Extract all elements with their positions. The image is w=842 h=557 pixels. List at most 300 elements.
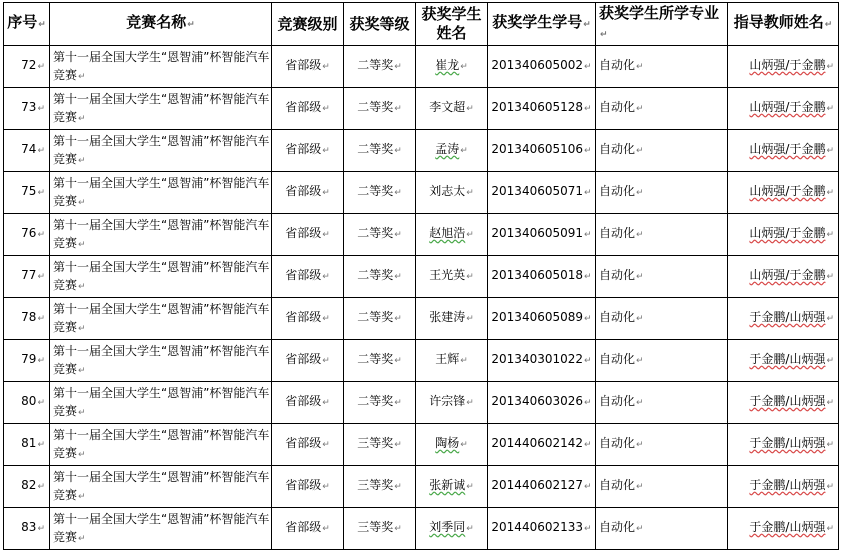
cell-student-id [488,130,596,172]
cell-grade [344,256,416,298]
cell-student-text: 崔龙 [435,58,460,72]
cell-major [596,214,728,256]
paragraph-mark: ↵ [466,230,474,240]
awards-table [3,2,839,550]
cell-major [596,88,728,130]
cell-level [272,340,344,382]
cell-student [416,466,488,508]
paragraph-mark: ↵ [460,440,468,450]
table-row [4,46,839,88]
paragraph-mark: ↵ [394,356,402,366]
paragraph-mark: ↵ [37,398,45,408]
cell-competition [50,424,272,466]
cell-competition [50,298,272,340]
table-row [4,382,839,424]
cell-seq-text: 75 [21,184,37,198]
paragraph-mark: ↵ [37,272,45,282]
cell-major-text: 自动化 [599,142,636,156]
cell-advisor [728,298,839,340]
cell-advisor-text: 山炳强/于金鹏 [749,100,826,114]
paragraph-mark: ↵ [322,62,330,72]
cell-level [272,424,344,466]
cell-advisor [728,256,839,298]
paragraph-mark: ↵ [78,155,86,166]
paragraph-mark: ↵ [322,440,330,450]
cell-competition-text: 第十一届全国大学生“恩智浦”杯智能汽车竞赛 [53,511,270,544]
cell-level-text: 省部级 [285,142,322,156]
cell-grade [344,214,416,256]
cell-level-text: 省部级 [285,58,322,72]
cell-major [596,508,728,550]
cell-student [416,508,488,550]
cell-competition-text: 第十一届全国大学生“恩智浦”杯智能汽车竞赛 [53,49,270,82]
paragraph-mark: ↵ [78,281,86,292]
cell-student-text: 赵旭浩 [429,226,466,240]
paragraph-mark: ↵ [460,356,468,366]
cell-competition-text: 第十一届全国大学生“恩智浦”杯智能汽车竞赛 [53,301,270,334]
paragraph-mark: ↵ [466,482,474,492]
cell-student-text: 陶杨 [435,436,460,450]
cell-advisor [728,88,839,130]
cell-level [272,46,344,88]
cell-student-id-text: 201340301022 [491,352,584,366]
cell-major [596,46,728,88]
paragraph-mark: ↵ [37,524,45,534]
cell-student-id [488,214,596,256]
paragraph-mark: ↵ [826,398,834,408]
paragraph-mark: ↵ [322,146,330,156]
paragraph-mark: ↵ [322,314,330,324]
paragraph-mark: ↵ [78,323,86,334]
paragraph-mark: ↵ [37,188,45,198]
paragraph-mark: ↵ [826,104,834,114]
cell-grade [344,340,416,382]
cell-student [416,424,488,466]
cell-student-id [488,88,596,130]
cell-grade-text: 二等奖 [357,226,394,240]
cell-seq [4,172,50,214]
cell-major [596,298,728,340]
cell-advisor-text: 于金鹏/山炳强 [749,310,826,324]
paragraph-mark: ↵ [78,449,86,460]
paragraph-mark: ↵ [636,482,644,492]
cell-grade-text: 二等奖 [357,268,394,282]
cell-competition [50,88,272,130]
paragraph-mark: ↵ [322,188,330,198]
cell-grade-text: 二等奖 [357,352,394,366]
cell-seq [4,130,50,172]
paragraph-mark: ↵ [826,314,834,324]
cell-competition [50,256,272,298]
cell-major-text: 自动化 [599,436,636,450]
cell-student-id-text: 201340605002 [491,58,584,72]
paragraph-mark: ↵ [37,146,45,156]
paragraph-mark: ↵ [394,62,402,72]
cell-student-id [488,508,596,550]
paragraph-mark: ↵ [394,440,402,450]
cell-advisor-text: 山炳强/于金鹏 [749,268,826,282]
cell-grade-text: 二等奖 [357,58,394,72]
cell-seq [4,298,50,340]
cell-grade [344,508,416,550]
cell-competition [50,466,272,508]
paragraph-mark: ↵ [78,239,86,250]
paragraph-mark: ↵ [636,398,644,408]
header-grade: 获奖等级 [344,3,416,46]
paragraph-mark: ↵ [78,407,86,418]
cell-competition-text: 第十一届全国大学生“恩智浦”杯智能汽车竞赛 [53,343,270,376]
cell-student-id [488,172,596,214]
cell-major-text: 自动化 [599,520,636,534]
cell-level [272,298,344,340]
header-student: 获奖学生姓名 [416,3,488,46]
paragraph-mark: ↵ [636,524,644,534]
paragraph-mark: ↵ [584,104,592,114]
cell-student-id [488,256,596,298]
paragraph-mark: ↵ [826,146,834,156]
cell-level-text: 省部级 [285,352,322,366]
cell-advisor [728,382,839,424]
cell-student-id-text: 201340605071 [491,184,584,198]
paragraph-mark: ↵ [322,104,330,114]
cell-seq-text: 73 [21,100,37,114]
table-row [4,508,839,550]
cell-advisor-text: 于金鹏/山炳强 [749,394,826,408]
cell-grade-text: 三等奖 [357,520,394,534]
cell-level-text: 省部级 [285,394,322,408]
paragraph-mark: ↵ [636,356,644,366]
cell-student-id [488,46,596,88]
cell-competition-text: 第十一届全国大学生“恩智浦”杯智能汽车竞赛 [53,469,270,502]
cell-grade-text: 二等奖 [357,394,394,408]
paragraph-mark: ↵ [584,146,592,156]
cell-advisor-text: 于金鹏/山炳强 [749,352,826,366]
cell-grade-text: 三等奖 [357,436,394,450]
cell-competition [50,508,272,550]
cell-grade [344,424,416,466]
header-advisor: 指导教师姓名↵ [728,3,839,46]
paragraph-mark: ↵ [394,104,402,114]
cell-grade [344,382,416,424]
cell-seq-text: 83 [21,520,37,534]
cell-seq-text: 77 [21,268,37,282]
cell-seq-text: 80 [21,394,37,408]
cell-student-id-text: 201340605106 [491,142,584,156]
paragraph-mark: ↵ [584,314,592,324]
cell-student-id [488,298,596,340]
cell-advisor-text: 于金鹏/山炳强 [749,436,826,450]
paragraph-mark: ↵ [636,230,644,240]
paragraph-mark: ↵ [394,524,402,534]
cell-major-text: 自动化 [599,58,636,72]
paragraph-mark: ↵ [636,146,644,156]
cell-seq [4,88,50,130]
cell-competition-text: 第十一届全国大学生“恩智浦”杯智能汽车竞赛 [53,217,270,250]
paragraph-mark: ↵ [322,272,330,282]
paragraph-mark: ↵ [584,356,592,366]
cell-student [416,214,488,256]
cell-major-text: 自动化 [599,394,636,408]
cell-major-text: 自动化 [599,352,636,366]
cell-student [416,298,488,340]
cell-student-text: 刘季同 [429,520,466,534]
cell-competition [50,340,272,382]
paragraph-mark: ↵ [78,533,86,544]
paragraph-mark: ↵ [584,524,592,534]
cell-level-text: 省部级 [285,226,322,240]
cell-level-text: 省部级 [285,520,322,534]
paragraph-mark: ↵ [636,314,644,324]
paragraph-mark: ↵ [826,188,834,198]
cell-major [596,382,728,424]
paragraph-mark: ↵ [394,398,402,408]
cell-seq [4,382,50,424]
paragraph-mark: ↵ [322,356,330,366]
cell-advisor [728,46,839,88]
cell-student-text: 张新诚 [429,478,466,492]
cell-seq-text: 78 [21,310,37,324]
header-level: 竞赛级别 [272,3,344,46]
paragraph-mark: ↵ [394,482,402,492]
cell-competition-text: 第十一届全国大学生“恩智浦”杯智能汽车竞赛 [53,133,270,166]
cell-major [596,424,728,466]
cell-seq-text: 82 [21,478,37,492]
paragraph-mark: ↵ [37,314,45,324]
paragraph-mark: ↵ [826,230,834,240]
paragraph-mark: ↵ [322,398,330,408]
cell-competition-text: 第十一届全国大学生“恩智浦”杯智能汽车竞赛 [53,427,270,460]
cell-advisor-text: 山炳强/于金鹏 [749,142,826,156]
paragraph-mark: ↵ [322,482,330,492]
cell-major-text: 自动化 [599,226,636,240]
cell-grade-text: 二等奖 [357,184,394,198]
paragraph-mark: ↵ [636,272,644,282]
cell-grade-text: 二等奖 [357,310,394,324]
cell-competition [50,172,272,214]
cell-student-text: 许宗锋 [429,394,466,408]
cell-major [596,256,728,298]
table-row [4,88,839,130]
cell-major [596,466,728,508]
paragraph-mark: ↵ [826,272,834,282]
paragraph-mark: ↵ [466,398,474,408]
cell-student-id-text: 201340605018 [491,268,584,282]
paragraph-mark: ↵ [37,482,45,492]
cell-student-id-text: 201340605091 [491,226,584,240]
cell-grade-text: 二等奖 [357,142,394,156]
cell-student-id-text: 201440602133 [491,520,584,534]
cell-student-id-text: 201340605089 [491,310,584,324]
cell-major-text: 自动化 [599,184,636,198]
cell-level-text: 省部级 [285,184,322,198]
cell-level [272,382,344,424]
paragraph-mark: ↵ [584,230,592,240]
paragraph-mark: ↵ [37,356,45,366]
cell-seq [4,508,50,550]
cell-seq-text: 81 [21,436,37,450]
table-row [4,172,839,214]
paragraph-mark: ↵ [394,188,402,198]
cell-competition [50,382,272,424]
cell-seq-text: 72 [21,58,37,72]
paragraph-mark: ↵ [37,104,45,114]
cell-level [272,214,344,256]
cell-seq-text: 74 [21,142,37,156]
header-major: 获奖学生所学专业↵ [596,3,728,46]
paragraph-mark: ↵ [826,356,834,366]
paragraph-mark: ↵ [78,71,86,82]
paragraph-mark: ↵ [826,482,834,492]
cell-major [596,340,728,382]
cell-level [272,466,344,508]
cell-student-id-text: 201340603026 [491,394,584,408]
table-row [4,298,839,340]
cell-seq [4,340,50,382]
paragraph-mark: ↵ [322,524,330,534]
cell-student-id-text: 201440602127 [491,478,584,492]
cell-student [416,46,488,88]
cell-grade [344,298,416,340]
paragraph-mark: ↵ [322,230,330,240]
cell-student-id-text: 201440602142 [491,436,584,450]
cell-student [416,382,488,424]
cell-grade-text: 二等奖 [357,100,394,114]
cell-student [416,130,488,172]
cell-student [416,256,488,298]
header-row [4,3,839,46]
cell-advisor [728,424,839,466]
paragraph-mark: ↵ [826,524,834,534]
paragraph-mark: ↵ [78,491,86,502]
cell-student [416,340,488,382]
cell-student-id [488,340,596,382]
cell-seq [4,424,50,466]
table-row [4,214,839,256]
paragraph-mark: ↵ [584,482,592,492]
cell-level [272,88,344,130]
table-row [4,256,839,298]
paragraph-mark: ↵ [37,230,45,240]
cell-competition-text: 第十一届全国大学生“恩智浦”杯智能汽车竞赛 [53,175,270,208]
paragraph-mark: ↵ [466,104,474,114]
cell-student [416,172,488,214]
paragraph-mark: ↵ [37,62,45,72]
cell-student-text: 张建涛 [429,310,466,324]
cell-level [272,256,344,298]
cell-advisor-text: 山炳强/于金鹏 [749,58,826,72]
cell-student-text: 刘志太 [429,184,466,198]
cell-grade [344,130,416,172]
paragraph-mark: ↵ [584,62,592,72]
header-seq: 序号↵ [4,3,50,46]
paragraph-mark: ↵ [78,197,86,208]
cell-level-text: 省部级 [285,100,322,114]
cell-student-id-text: 201340605128 [491,100,584,114]
paragraph-mark: ↵ [584,272,592,282]
table-row [4,424,839,466]
paragraph-mark: ↵ [394,314,402,324]
cell-level-text: 省部级 [285,478,322,492]
cell-major-text: 自动化 [599,310,636,324]
paragraph-mark: ↵ [37,440,45,450]
paragraph-mark: ↵ [460,62,468,72]
paragraph-mark: ↵ [466,314,474,324]
cell-level [272,508,344,550]
cell-advisor [728,130,839,172]
cell-advisor-text: 于金鹏/山炳强 [749,520,826,534]
paragraph-mark: ↵ [584,398,592,408]
paragraph-mark: ↵ [466,188,474,198]
table-row [4,130,839,172]
table-row [4,466,839,508]
paragraph-mark: ↵ [636,62,644,72]
paragraph-mark: ↵ [826,440,834,450]
cell-level-text: 省部级 [285,268,322,282]
paragraph-mark: ↵ [584,440,592,450]
cell-grade [344,46,416,88]
cell-advisor-text: 山炳强/于金鹏 [749,184,826,198]
paragraph-mark: ↵ [394,230,402,240]
paragraph-mark: ↵ [636,188,644,198]
cell-grade [344,466,416,508]
cell-student-text: 王光英 [429,268,466,282]
cell-advisor [728,172,839,214]
cell-major-text: 自动化 [599,100,636,114]
paragraph-mark: ↵ [394,146,402,156]
paragraph-mark: ↵ [78,365,86,376]
cell-major-text: 自动化 [599,478,636,492]
paragraph-mark: ↵ [78,113,86,124]
cell-advisor-text: 于金鹏/山炳强 [749,478,826,492]
cell-major [596,172,728,214]
paragraph-mark: ↵ [826,62,834,72]
cell-student-id [488,424,596,466]
cell-student-text: 李文超 [429,100,466,114]
cell-major [596,130,728,172]
cell-advisor-text: 山炳强/于金鹏 [749,226,826,240]
cell-advisor [728,214,839,256]
paragraph-mark: ↵ [584,188,592,198]
cell-competition [50,46,272,88]
cell-competition-text: 第十一届全国大学生“恩智浦”杯智能汽车竞赛 [53,259,270,292]
header-student-id: 获奖学生学号↵ [488,3,596,46]
cell-level-text: 省部级 [285,310,322,324]
paragraph-mark: ↵ [466,272,474,282]
cell-student-id [488,466,596,508]
cell-seq [4,214,50,256]
cell-student-text: 孟涛 [435,142,460,156]
paragraph-mark: ↵ [394,272,402,282]
paragraph-mark: ↵ [636,104,644,114]
cell-grade [344,88,416,130]
cell-seq-text: 76 [21,226,37,240]
cell-advisor [728,508,839,550]
cell-level [272,172,344,214]
cell-competition [50,214,272,256]
cell-student-text: 王辉 [435,352,460,366]
cell-student-id [488,382,596,424]
cell-grade-text: 三等奖 [357,478,394,492]
cell-level-text: 省部级 [285,436,322,450]
paragraph-mark: ↵ [466,524,474,534]
cell-seq [4,466,50,508]
cell-major-text: 自动化 [599,268,636,282]
cell-seq [4,46,50,88]
cell-advisor [728,340,839,382]
cell-seq [4,256,50,298]
header-competition: 竞赛名称↵ [50,3,272,46]
cell-competition-text: 第十一届全国大学生“恩智浦”杯智能汽车竞赛 [53,91,270,124]
